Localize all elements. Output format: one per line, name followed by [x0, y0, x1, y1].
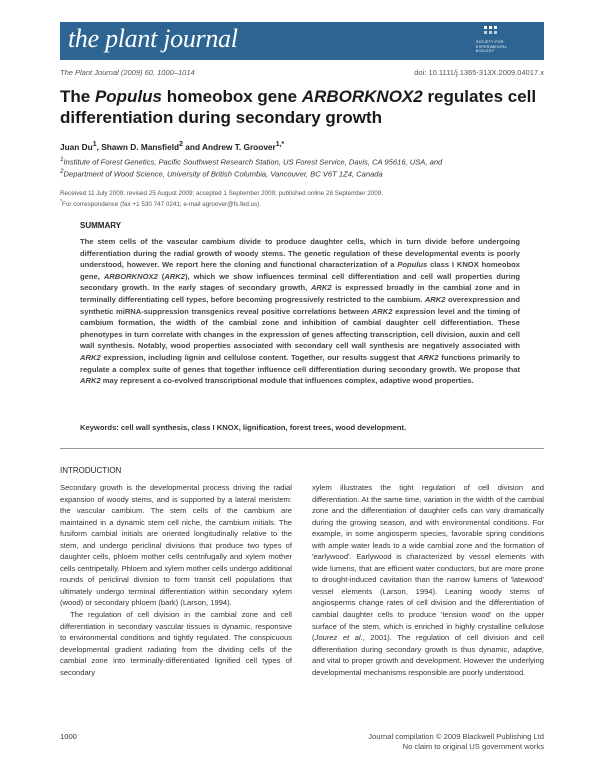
correspondence-line: [60, 198, 383, 210]
affil-number: 2: [60, 168, 64, 175]
keywords: Keywords: cell wall synthesis, class I KNOX, lignification, forest trees, wood development.: [80, 423, 407, 432]
logo-text: [476, 40, 538, 54]
title-text: The: [60, 87, 95, 106]
affil-number: 1: [60, 156, 64, 163]
author-list: [60, 141, 284, 152]
body-column-left: [60, 482, 292, 678]
summary-italic: ARK2: [417, 352, 439, 362]
article-dates: [60, 190, 383, 210]
summary-italic: ARK2: [424, 294, 446, 304]
summary-segment: (: [157, 271, 165, 281]
journal-title: the plant journal: [68, 24, 238, 53]
society-logo: [476, 26, 538, 56]
summary-italic: ARK2: [80, 352, 101, 362]
affil-text: Institute of Forest Genetics, Pacific Southwest Research Station, US Forest Service, Davis, CA 95616, USA, and: [63, 157, 443, 167]
paragraph: Secondary growth is the developmental process driving the radial expansion of woody stems, and is supported by a lateral meristem: the vascular cambium. The stem cells of the cambium are maintained in a dynamic stem cell niche, the cambium initials. The fusiform cambial initials are oriented longitudinally relative to the stem, and undergo periclinal divisions that produce two types of daughter cells, phloem mother cells centrifugally and xylem mother cells centripetally. Phloem and xylem mother cells undergo additional rounds of periclinal division to form transit cell populations that ultimately undergo terminal differentiation within secondary xylem (wood) or secondary phloem (bark) (Larson, 1994).: [60, 483, 292, 608]
author-affil: 1: [92, 141, 97, 148]
citation-italic: Jourez et al.: [314, 633, 363, 643]
summary-segment: is expressed broadly in the cambial zone and in terminally differentiating cell types, before becoming progressively restricted to the cambium.: [80, 283, 520, 304]
doi[interactable]: doi: 10.1111/j.1365-313X.2009.04017.x: [414, 68, 544, 77]
summary-segment: expression, including lignin and cellulose content. Together, our results suggest that: [100, 352, 418, 362]
copyright-line: Journal compilation © 2009 Blackwell Publishing Ltd: [368, 732, 544, 741]
summary-italic: ARK2: [310, 283, 332, 293]
citation: The Plant Journal (2009) 60, 1000–1014: [60, 68, 195, 77]
paragraph: [312, 482, 544, 678]
logo-grid-icon: [484, 26, 498, 38]
affil-text: Department of Wood Science, University of British Columbia, Vancouver, BC V6T 1Z4, Canada: [63, 169, 383, 179]
summary-italic: Populus: [397, 260, 428, 270]
paragraph-segment: xylem illustrates the tight regulation of cell division and differentiation. At the same time, variation in the width of the cambial zone and the differentiation of daughter cells can vary dramatically during the growing season, and with environmental conditions. For example, in some angiosperm species, favorable spring conditions with ample water leads to a wide cambial zone and the formation of 'earlywood'. Earlywood is characterized by vessel elements with wide lumens, that are efficient water conductors, but are more prone to drought-induced cavitation than the narrow lumens of 'latewood' vessel elements (Larson, 1994). Leaning woody stems of angiosperms change rates of cell division and the differentiation of cambial daughter cells to produce 'tension wood' on the upper surface of the stem, which is enriched in highly crystalline cellulose (: [312, 483, 544, 643]
summary-segment: ), which we show influences terminal cell differentiation and cell wall properties during secondary growth. In the early stages of secondary growth,: [80, 271, 520, 293]
logo-line: EXPERIMENTAL: [476, 44, 508, 49]
page-number: 1000: [60, 732, 77, 741]
title-italic: Populus: [94, 87, 163, 106]
author-name: and Andrew T. Groover: [182, 141, 276, 152]
summary-segment: The stem cells of the vascular cambium divide to produce daughter cells, which in turn divide before undergoing differentiation during the radial growth of woody stems. The genetic regulation of these developmental events is poorly understood, however. We report here the cloning and functional characterization of a: [80, 237, 520, 270]
journal-banner: [60, 22, 544, 60]
article-title: [60, 86, 544, 128]
author-name: , Shawn D. Mansfield: [96, 141, 180, 152]
affiliation: [60, 167, 550, 180]
summary-italic: ARBORKNOX2: [103, 271, 158, 281]
author-affil: 1,*: [275, 141, 285, 148]
summary-segment: may represent a co-evolved transcriptional module that influences complex, adaptive wood properties.: [100, 376, 474, 386]
paragraph-segment: , 2001). The regulation of cell division and cell differentiation during secondary growth is thus dynamic, adaptive, and vital to proper growth and development. However the underlying developmental mechanisms responsible are poorly understood.: [312, 633, 544, 677]
body-column-right: [312, 482, 544, 678]
paragraph: The regulation of cell division in the cambial zone and cell differentiation in secondary vascular tissues is dynamic, responsive to environmental conditions and tightly regulated. The conspicuous developmental gradient radiating from the dividing cells of the cambial zone into terminally-differentiated lignified cell types of secondary: [60, 610, 292, 677]
introduction-heading: INTRODUCTION: [60, 466, 122, 475]
summary-segment: expression level and the timing of cambium formation, the width of the cambial zone and inhibition of cambial daughter cell differentiation. These phenotypes in turn correlate with changes in the expression of genes affecting transcription, cell division, auxin and cell wall synthesis. Notably, wood properties associated with secondary cell wall synthesis are negatively associated with: [80, 306, 520, 351]
summary-italic: ARK2: [164, 271, 186, 281]
copyright-footer: [368, 732, 544, 751]
summary-italic: ARK2: [80, 376, 101, 386]
correspondence-text: For correspondence (fax +1 530 747 0241; e-mail agroover@fs.fed.us).: [62, 201, 262, 209]
corr-mark: *: [60, 199, 63, 206]
author-affil: 2: [179, 141, 183, 148]
title-gene: ARBORKNOX2: [301, 87, 423, 106]
copyright-line: No claim to original US government works: [402, 741, 544, 751]
summary-segment: overexpression and synthetic miRNA-suppression transgenics reveal positive correlations between: [80, 294, 520, 316]
logo-line: SOCIETY FOR: [476, 40, 504, 44]
summary-segment: class I KNOX homeobox gene,: [80, 260, 520, 281]
title-text: homeobox gene: [162, 87, 302, 106]
author-name: Juan Du: [60, 141, 93, 152]
received-line: Received 11 July 2009; revised 25 August 2009; accepted 1 September 2009; published online 28 September 2009.: [60, 190, 383, 197]
section-divider: [60, 448, 544, 449]
summary-italic: ARK2: [371, 306, 393, 316]
summary-segment: functions primarily to regulate a complex suite of genes that together influence cell differentiation during secondary growth. We propose that: [80, 352, 520, 374]
affiliation: [60, 155, 550, 168]
summary-heading: SUMMARY: [80, 221, 122, 230]
summary-text: [80, 236, 520, 387]
title-text: regulates cell differentiation during secondary growth: [60, 87, 537, 127]
logo-line: BIOLOGY: [476, 49, 495, 54]
